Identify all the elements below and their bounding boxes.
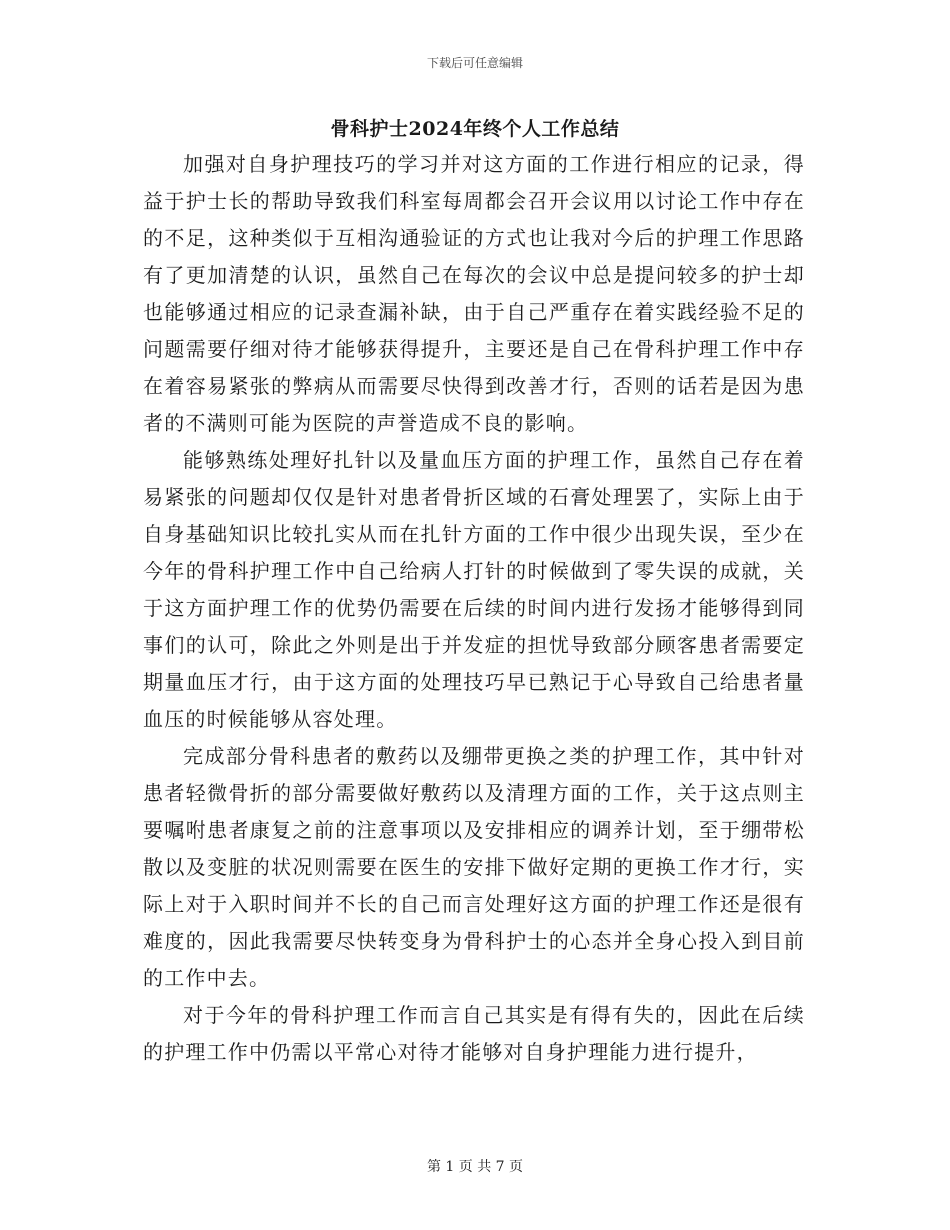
paragraph-3: 完成部分骨科患者的敷药以及绷带更换之类的护理工作，其中针对患者轻微骨折的部分需要做好敷药以及清理方面的工作，关于这点则主要嘱咐患者康复之前的注意事项以及安排相应的调养计划，至于绷带松散以及变脏的状况则需要在医生的安排下做好定期的更换工作才行，实际上对于入职时间并不长的自己而言处理好这方面的护理工作还是很有难度的，因此我需要尽快转变身为骨科护士的心态并全身心投入到目前的工作中去。 <box>143 744 805 990</box>
document-title: 骨科护士2024年终个人工作总结 <box>330 118 620 140</box>
paragraph-4: 对于今年的骨科护理工作而言自己其实是有得有失的，因此在后续的护理工作中仍需以平常心对待才能够对自身护理能力进行提升， <box>143 1003 805 1064</box>
paragraph-2: 能够熟练处理好扎针以及量血压方面的护理工作，虽然自己存在着易紧张的问题却仅仅是针对患者骨折区域的石膏处理罢了，实际上由于自身基础知识比较扎实从而在扎针方面的工作中很少出现失误，至少在今年的骨科护理工作中自己给病人打针的时候做到了零失误的成就，关于这方面护理工作的优势仍需要在后续的时间内进行发扬才能够得到同事们的认可，除此之外则是出于并发症的担忧导致部分顾客患者需要定期量血压才行，由于这方面的处理技巧早已熟记于心导致自己给患者量血压的时候能够从容处理。 <box>143 448 805 731</box>
paragraph-1: 加强对自身护理技巧的学习并对这方面的工作进行相应的记录，得益于护士长的帮助导致我们科室每周都会召开会议用以讨论工作中存在的不足，这种类似于互相沟通验证的方式也让我对今后的护理工作思路有了更加清楚的认识，虽然自己在每次的会议中总是提问较多的护士却也能够通过相应的记录查漏补缺，由于自己严重存在着实践经验不足的问题需要仔细对待才能够获得提升，主要还是自己在骨科护理工作中存在着容易紧张的弊病从而需要尽快得到改善才行，否则的话若是因为患者的不满则可能为医院的声誉造成不良的影响。 <box>143 152 805 435</box>
page-number: 第 1 页 共 7 页 <box>426 1159 524 1175</box>
document-body <box>143 146 805 1071</box>
header-note: 下载后可任意编辑 <box>426 56 523 70</box>
